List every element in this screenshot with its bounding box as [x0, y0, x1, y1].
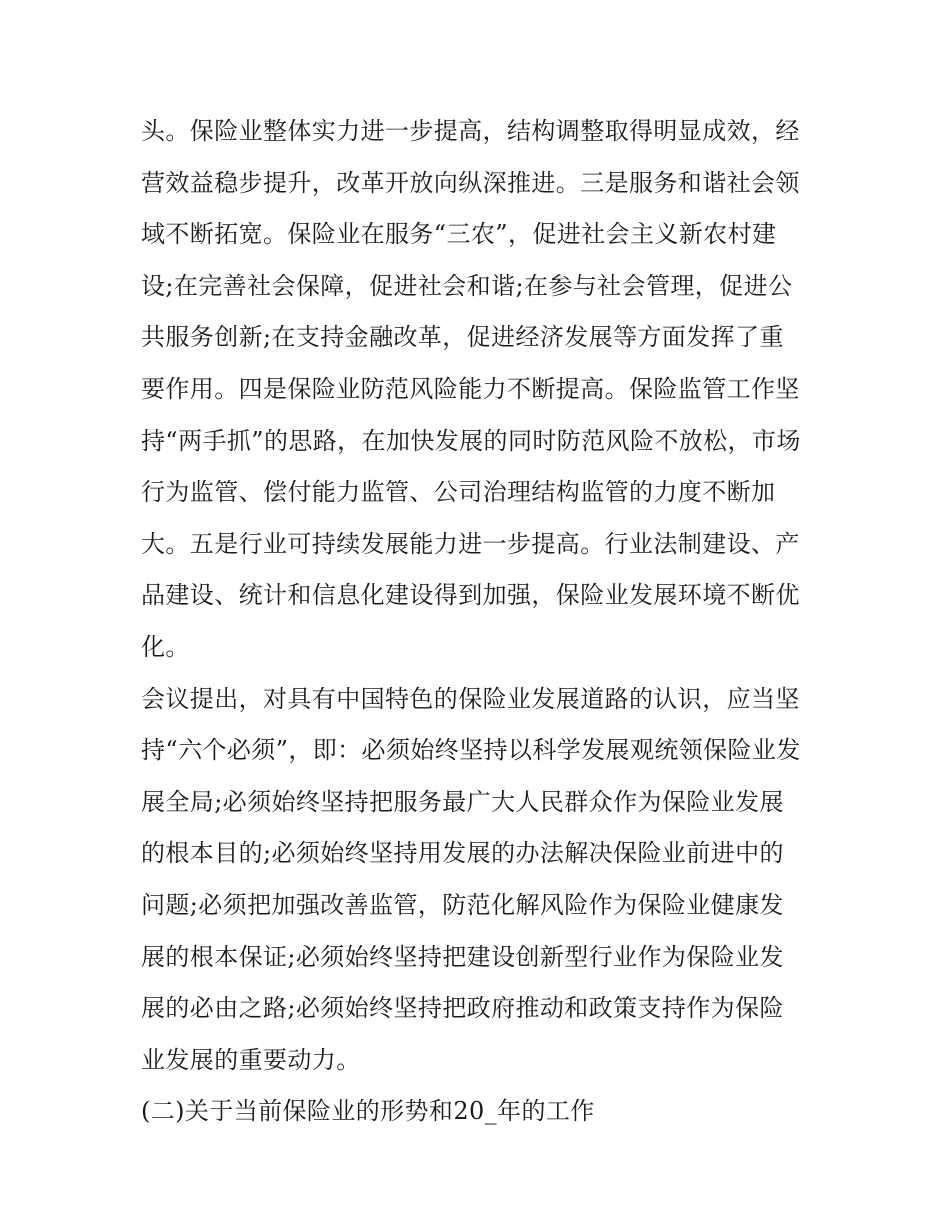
text-line: 业发展的重要动力。: [141, 1045, 361, 1074]
text-line: 设;在完善社会保障，促进社会和谐;在参与社会管理，促进公: [141, 271, 793, 300]
text-line: 展全局;必须始终坚持把服务最广大人民群众作为保险业发展: [141, 787, 784, 816]
text-line: 化。: [141, 632, 190, 661]
text-line: 大。五是行业可持续发展能力进一步提高。行业法制建设、产: [141, 529, 800, 558]
text-line: 要作用。四是保险业防范风险能力不断提高。保险监管工作坚: [141, 374, 800, 403]
text-line: 会议提出，对具有中国特色的保险业发展道路的认识，应当坚: [141, 684, 800, 713]
text-line: 持“两手抓”的思路，在加快发展的同时防范风险不放松，市场: [141, 426, 801, 455]
text-line: 持“六个必须”，即：必须始终坚持以科学发展观统领保险业发: [141, 736, 801, 765]
text-line: 共服务创新;在支持金融改革，促进经济发展等方面发挥了重: [141, 323, 784, 352]
text-line: 行为监管、偿付能力监管、公司治理结构监管的力度不断加: [141, 478, 776, 507]
section-heading: (二)关于当前保险业的形势和20_年的工作: [141, 1097, 595, 1126]
text-line: 展的必由之路;必须始终坚持把政府推动和政策支持作为保险: [141, 994, 784, 1023]
text-line: 头。保险业整体实力进一步提高，结构调整取得明显成效，经: [141, 117, 800, 145]
text-line: 域不断拓宽。保险业在服务“三农”，促进社会主义新农村建: [141, 220, 777, 249]
text-line: 品建设、统计和信息化建设得到加强，保险业发展环境不断优: [141, 581, 800, 610]
text-line: 展的根本保证;必须始终坚持把建设创新型行业作为保险业发: [141, 942, 784, 971]
text-line: 营效益稳步提升，改革开放向纵深推进。三是服务和谐社会领: [141, 168, 800, 197]
text-line: 的根本目的;必须始终坚持用发展的办法解决保险业前进中的: [141, 839, 784, 868]
text-line: 问题;必须把加强改善监管，防范化解风险作为保险业健康发: [141, 890, 784, 919]
body-text: [141, 110, 821, 1142]
